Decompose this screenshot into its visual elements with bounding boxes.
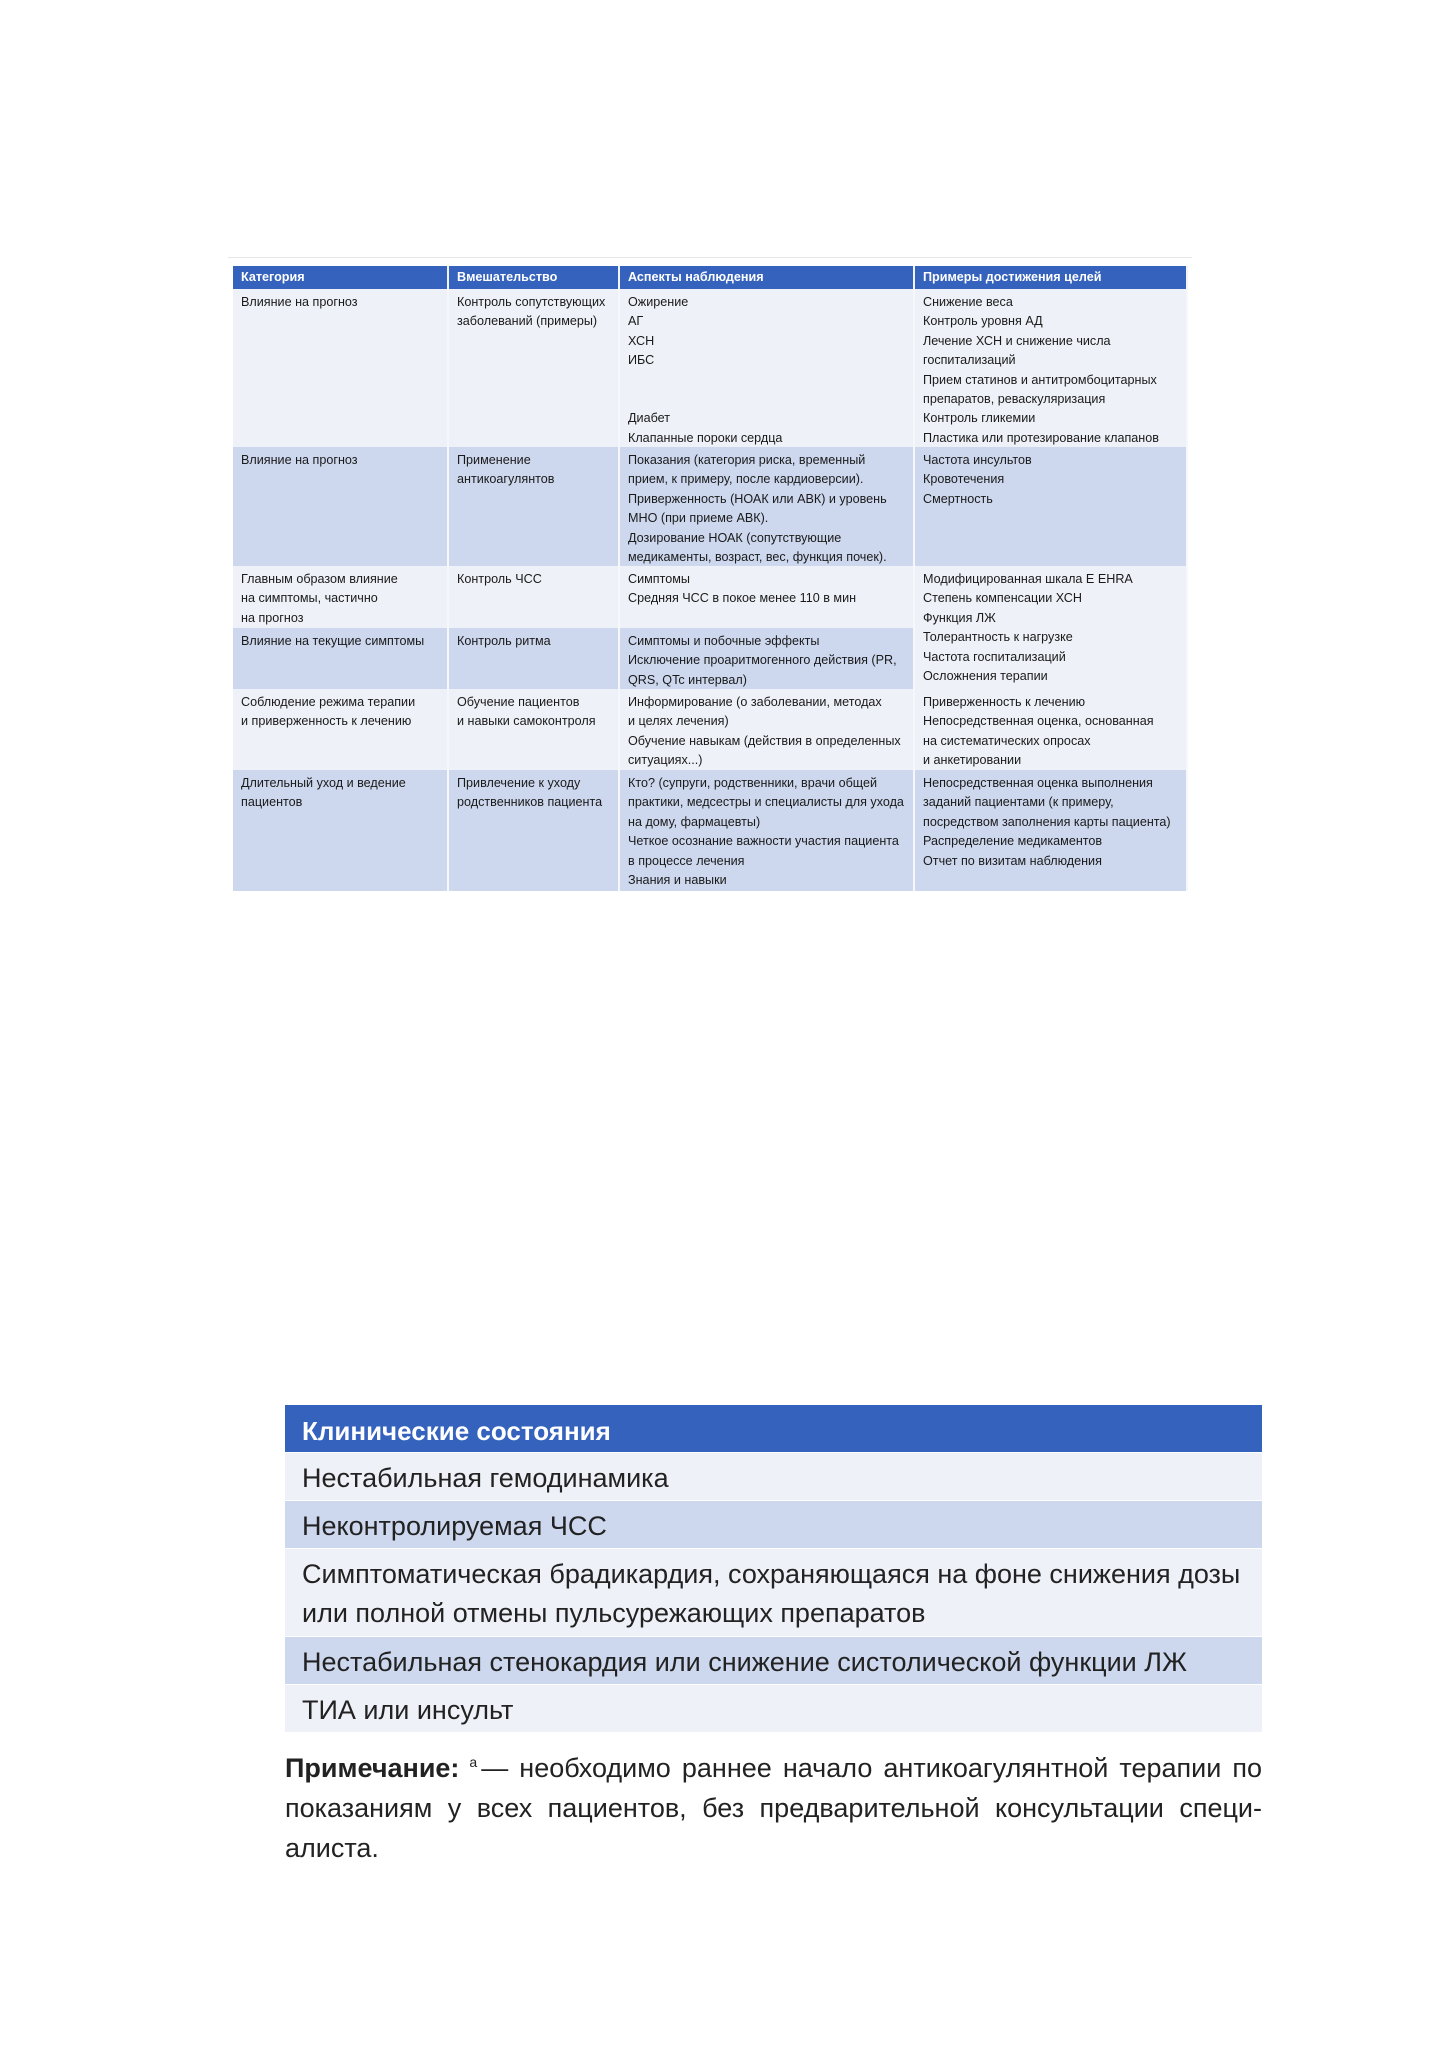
r5-aspects: Информирование (о заболевании, методах и целях лечения) Обучение навыкам (действия в определенных ситуациях...) <box>620 689 915 770</box>
header-goals: Примеры достижения целей <box>915 266 1188 289</box>
r2-aspects: Показания (категория риска, временный прием, к примеру, после кардиоверсии). Приверженность (НОАК или АВК) и уровень МНО (при приеме АВК). Дозирование НОАК (сопутствующие медикаменты, возраст, вес, функция почек). <box>620 447 915 566</box>
r2-goals: Частота инсультов Кровотечения Смертность <box>915 447 1188 566</box>
r1-goals: Снижение веса Контроль уровня АД Лечение ХСН и снижение числа госпитализаций Прием статинов и антитромбоцитарных препаратов, реваскуляризация Контроль гликемии Пластика или протезирование клапанов <box>915 289 1188 447</box>
footnote <box>285 1748 1262 1868</box>
top-rule <box>228 257 1192 258</box>
footnote-label: Примечание: <box>285 1753 460 1783</box>
condition-row: ТИА или инсульт <box>285 1684 1262 1732</box>
r5-goals: Приверженность к лечению Непосредственная оценка, основанная на систематических опросах и анкетировании <box>915 689 1188 770</box>
condition-row: Неконтролируемая ЧСС <box>285 1500 1262 1548</box>
r4-category: Влияние на текущие симптомы <box>233 628 449 689</box>
r6-intervention: Привлечение к уходу родственников пациента <box>449 770 620 891</box>
r5-intervention: Обучение пациентов и навыки самоконтроля <box>449 689 620 770</box>
clinical-conditions-header: Клинические состояния <box>285 1405 1262 1452</box>
r4-aspects: Симптомы и побочные эффекты Исключение проаритмогенного действия (PR, QRS, QTc интервал) <box>620 628 915 689</box>
footnote-text: — необходимо раннее начало антикоагулянтной терапии по показаниям у всех пациентов, без предварительной консультации специ-алиста. <box>285 1753 1262 1863</box>
header-aspects: Аспекты наблюдения <box>620 266 915 289</box>
r1-intervention: Контроль сопутствующих заболеваний (примеры) <box>449 289 620 447</box>
r3-category: Главным образом влияние на симптомы, частично на прогноз <box>233 566 449 628</box>
r1-category: Влияние на прогноз <box>233 289 449 447</box>
r6-goals: Непосредственная оценка выполнения заданий пациентами (к примеру, посредством заполнения карты пациента) Распределение медикаментов Отчет по визитам наблюдения <box>915 770 1188 891</box>
clinical-conditions-table <box>285 1405 1262 1732</box>
footnote-marker: a <box>469 1754 478 1770</box>
header-intervention: Вмешательство <box>449 266 620 289</box>
r1-aspects: Ожирение АГ ХСН ИБС Диабет Клапанные пороки сердца <box>620 289 915 447</box>
condition-row: Нестабильная стенокардия или снижение систолической функции ЛЖ <box>285 1636 1262 1684</box>
condition-row <box>285 1548 1262 1636</box>
r3-intervention: Контроль ЧСС <box>449 566 620 628</box>
r6-category: Длительный уход и ведение пациентов <box>233 770 449 891</box>
r3-aspects: Симптомы Средняя ЧСС в покое менее 110 в мин <box>620 566 915 628</box>
r6-aspects: Кто? (супруги, родственники, врачи общей практики, медсестры и специалисты для ухода на дому, фармацевты) Четкое осознание важности участия пациента в процессе лечения Знания и навыки <box>620 770 915 891</box>
condition-row-line: или полной отмены пульсурежающих препаратов <box>302 1598 926 1628</box>
header-category: Категория <box>233 266 449 289</box>
r3-goals: Модифицированная шкала Е EHRA Степень компенсации ХСН Функция ЛЖ Толерантность к нагрузке Частота госпитализаций Осложнения терапии <box>915 566 1188 689</box>
r4-intervention: Контроль ритма <box>449 628 620 689</box>
condition-row: Нестабильная гемодинамика <box>285 1452 1262 1500</box>
monitoring-table <box>233 266 1188 891</box>
condition-row-line: Симптоматическая брадикардия, сохраняющаяся на фоне снижения дозы <box>302 1559 1241 1589</box>
r2-intervention: Применение антикоагулянтов <box>449 447 620 566</box>
r2-category: Влияние на прогноз <box>233 447 449 566</box>
r5-category: Соблюдение режима терапии и приверженность к лечению <box>233 689 449 770</box>
